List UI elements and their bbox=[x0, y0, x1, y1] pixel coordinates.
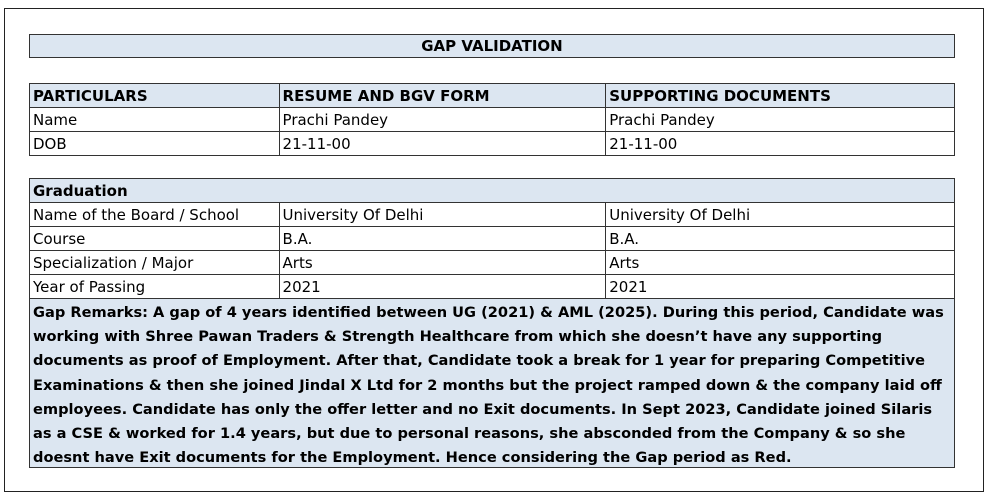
section-header-row bbox=[30, 179, 955, 203]
cell-resume-value: University Of Delhi bbox=[279, 203, 606, 227]
graduation-table bbox=[29, 178, 955, 299]
personal-details-table bbox=[29, 83, 955, 156]
cell-label: Name of the Board / School bbox=[30, 203, 280, 227]
cell-supporting-value: 21-11-00 bbox=[606, 132, 955, 156]
cell-resume-value: 21-11-00 bbox=[279, 132, 606, 156]
table-row bbox=[30, 108, 955, 132]
page-title: GAP VALIDATION bbox=[29, 34, 955, 58]
header-particulars: PARTICULARS bbox=[30, 84, 280, 108]
table-row bbox=[30, 251, 955, 275]
cell-label: DOB bbox=[30, 132, 280, 156]
cell-label: Year of Passing bbox=[30, 275, 280, 299]
header-resume-bgv: RESUME AND BGV FORM bbox=[279, 84, 606, 108]
cell-supporting-value: Arts bbox=[606, 251, 955, 275]
table-row bbox=[30, 132, 955, 156]
cell-label: Course bbox=[30, 227, 280, 251]
cell-label: Specialization / Major bbox=[30, 251, 280, 275]
cell-supporting-value: 2021 bbox=[606, 275, 955, 299]
table-header-row bbox=[30, 84, 955, 108]
section-label-graduation: Graduation bbox=[30, 179, 955, 203]
cell-resume-value: Prachi Pandey bbox=[279, 108, 606, 132]
table-row bbox=[30, 227, 955, 251]
cell-resume-value: 2021 bbox=[279, 275, 606, 299]
cell-label: Name bbox=[30, 108, 280, 132]
table-row bbox=[30, 275, 955, 299]
cell-resume-value: B.A. bbox=[279, 227, 606, 251]
cell-supporting-value: Prachi Pandey bbox=[606, 108, 955, 132]
cell-supporting-value: University Of Delhi bbox=[606, 203, 955, 227]
cell-supporting-value: B.A. bbox=[606, 227, 955, 251]
header-supporting-docs: SUPPORTING DOCUMENTS bbox=[606, 84, 955, 108]
table-row bbox=[30, 203, 955, 227]
gap-remarks: Gap Remarks: A gap of 4 years identified between UG (2021) & AML (2025). During this period, Candidate was working with Shree Pawan Traders & Strength Healthcare from which she doesn’t have any supporting documents as proof of Employment. After that, Candidate took a break for 1 year for preparing Competitive Examinations & then she joined Jindal X Ltd for 2 months but the project ramped down & the company laid off employees. Candidate has only the offer letter and no Exit documents. In Sept 2023, Candidate joined Silaris as a CSE & worked for 1.4 years, but due to personal reasons, she absconded from the Company & so she doesnt have Exit documents for the Employment. Hence considering the Gap period as Red. bbox=[29, 298, 955, 468]
cell-resume-value: Arts bbox=[279, 251, 606, 275]
